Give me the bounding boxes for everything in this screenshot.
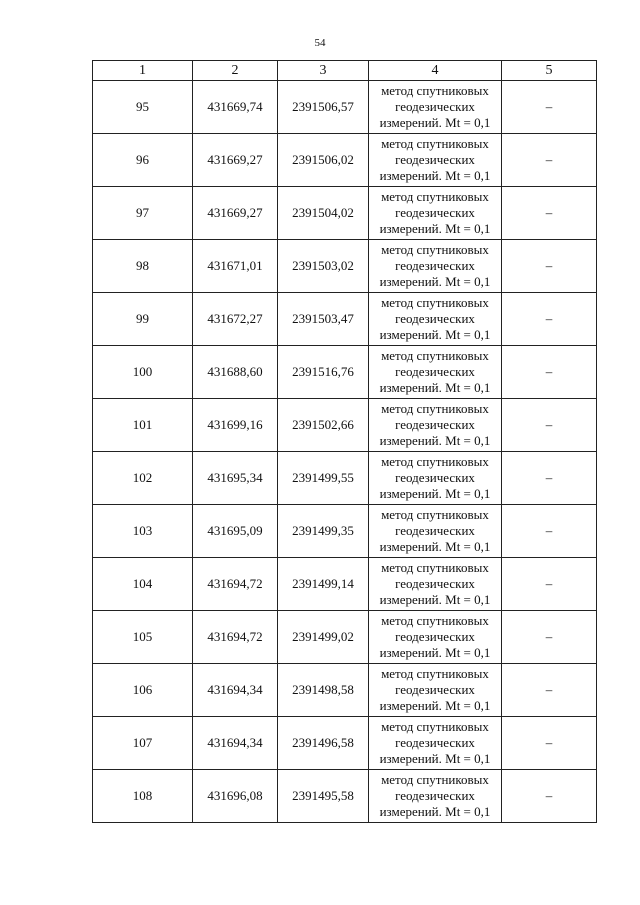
method-cell [369, 346, 502, 399]
method-line: геодезических [395, 364, 475, 379]
y-coordinate-cell: 2391506,02 [278, 134, 369, 187]
method-line: измерений. Mt = 0,1 [379, 433, 491, 448]
method-cell [369, 717, 502, 770]
method-line: метод спутниковых [381, 136, 489, 151]
method-line: геодезических [395, 682, 475, 697]
column-header: 1 [93, 61, 193, 81]
point-number-cell: 96 [93, 134, 193, 187]
y-coordinate-cell: 2391503,47 [278, 293, 369, 346]
point-number-cell: 99 [93, 293, 193, 346]
method-line: измерений. Mt = 0,1 [379, 539, 491, 554]
note-cell: – [502, 717, 597, 770]
method-cell [369, 240, 502, 293]
x-coordinate-cell: 431695,09 [193, 505, 278, 558]
column-header: 3 [278, 61, 369, 81]
method-line: геодезических [395, 99, 475, 114]
page-number: 54 [314, 37, 326, 49]
point-number-cell: 98 [93, 240, 193, 293]
y-coordinate-cell: 2391506,57 [278, 81, 369, 134]
note-cell: – [502, 770, 597, 823]
method-cell [369, 558, 502, 611]
method-line: измерений. Mt = 0,1 [379, 592, 491, 607]
y-coordinate-cell: 2391499,14 [278, 558, 369, 611]
note-cell: – [502, 399, 597, 452]
point-number-cell: 102 [93, 452, 193, 505]
note-cell: – [502, 505, 597, 558]
method-line: геодезических [395, 417, 475, 432]
table-row [93, 134, 597, 187]
point-number-cell: 101 [93, 399, 193, 452]
x-coordinate-cell: 431669,27 [193, 134, 278, 187]
point-number-cell: 95 [93, 81, 193, 134]
point-number-cell: 103 [93, 505, 193, 558]
column-header: 2 [193, 61, 278, 81]
y-coordinate-cell: 2391499,02 [278, 611, 369, 664]
table-row [93, 770, 597, 823]
method-line: геодезических [395, 205, 475, 220]
method-cell [369, 505, 502, 558]
table-row [93, 505, 597, 558]
y-coordinate-cell: 2391498,58 [278, 664, 369, 717]
method-line: метод спутниковых [381, 666, 489, 681]
method-cell [369, 664, 502, 717]
method-line: метод спутниковых [381, 560, 489, 575]
method-cell [369, 81, 502, 134]
point-number-cell: 105 [93, 611, 193, 664]
table-row [93, 240, 597, 293]
method-cell [369, 134, 502, 187]
note-cell: – [502, 293, 597, 346]
x-coordinate-cell: 431694,72 [193, 558, 278, 611]
method-line: метод спутниковых [381, 507, 489, 522]
method-line: метод спутниковых [381, 189, 489, 204]
point-number-cell: 104 [93, 558, 193, 611]
x-coordinate-cell: 431688,60 [193, 346, 278, 399]
column-header: 5 [502, 61, 597, 81]
note-cell: – [502, 664, 597, 717]
note-cell: – [502, 134, 597, 187]
y-coordinate-cell: 2391504,02 [278, 187, 369, 240]
method-line: измерений. Mt = 0,1 [379, 486, 491, 501]
note-cell: – [502, 187, 597, 240]
point-number-cell: 100 [93, 346, 193, 399]
x-coordinate-cell: 431694,72 [193, 611, 278, 664]
method-cell [369, 452, 502, 505]
method-line: геодезических [395, 523, 475, 538]
method-line: измерений. Mt = 0,1 [379, 804, 491, 819]
note-cell: – [502, 346, 597, 399]
point-number-cell: 97 [93, 187, 193, 240]
y-coordinate-cell: 2391495,58 [278, 770, 369, 823]
x-coordinate-cell: 431694,34 [193, 664, 278, 717]
method-line: метод спутниковых [381, 348, 489, 363]
y-coordinate-cell: 2391499,35 [278, 505, 369, 558]
y-coordinate-cell: 2391499,55 [278, 452, 369, 505]
method-line: метод спутниковых [381, 401, 489, 416]
note-cell: – [502, 558, 597, 611]
table-row [93, 717, 597, 770]
method-line: измерений. Mt = 0,1 [379, 274, 491, 289]
table-header-row [93, 61, 597, 81]
table-row [93, 664, 597, 717]
method-line: метод спутниковых [381, 613, 489, 628]
note-cell: – [502, 81, 597, 134]
x-coordinate-cell: 431696,08 [193, 770, 278, 823]
y-coordinate-cell: 2391496,58 [278, 717, 369, 770]
point-number-cell: 107 [93, 717, 193, 770]
method-line: геодезических [395, 311, 475, 326]
x-coordinate-cell: 431671,01 [193, 240, 278, 293]
y-coordinate-cell: 2391503,02 [278, 240, 369, 293]
x-coordinate-cell: 431694,34 [193, 717, 278, 770]
method-line: геодезических [395, 576, 475, 591]
method-line: измерений. Mt = 0,1 [379, 645, 491, 660]
method-line: измерений. Mt = 0,1 [379, 115, 491, 130]
y-coordinate-cell: 2391502,66 [278, 399, 369, 452]
method-line: метод спутниковых [381, 772, 489, 787]
coordinates-table [92, 60, 597, 823]
method-line: геодезических [395, 788, 475, 803]
method-line: измерений. Mt = 0,1 [379, 221, 491, 236]
x-coordinate-cell: 431699,16 [193, 399, 278, 452]
method-line: метод спутниковых [381, 454, 489, 469]
method-line: измерений. Mt = 0,1 [379, 380, 491, 395]
table-row [93, 452, 597, 505]
method-line: метод спутниковых [381, 295, 489, 310]
table-row [93, 611, 597, 664]
method-line: геодезических [395, 470, 475, 485]
note-cell: – [502, 611, 597, 664]
method-line: геодезических [395, 735, 475, 750]
table-row [93, 187, 597, 240]
table-body [93, 81, 597, 823]
x-coordinate-cell: 431695,34 [193, 452, 278, 505]
point-number-cell: 108 [93, 770, 193, 823]
method-cell [369, 770, 502, 823]
method-cell [369, 399, 502, 452]
method-line: измерений. Mt = 0,1 [379, 168, 491, 183]
table-row [93, 346, 597, 399]
x-coordinate-cell: 431669,27 [193, 187, 278, 240]
method-line: измерений. Mt = 0,1 [379, 327, 491, 342]
method-cell [369, 187, 502, 240]
x-coordinate-cell: 431672,27 [193, 293, 278, 346]
method-line: геодезических [395, 629, 475, 644]
table-row [93, 399, 597, 452]
table-row [93, 293, 597, 346]
table-row [93, 81, 597, 134]
method-line: геодезических [395, 258, 475, 273]
method-line: метод спутниковых [381, 242, 489, 257]
table-row [93, 558, 597, 611]
method-line: геодезических [395, 152, 475, 167]
column-header: 4 [369, 61, 502, 81]
note-cell: – [502, 452, 597, 505]
method-line: измерений. Mt = 0,1 [379, 698, 491, 713]
method-line: метод спутниковых [381, 719, 489, 734]
note-cell: – [502, 240, 597, 293]
method-cell [369, 611, 502, 664]
method-line: метод спутниковых [381, 83, 489, 98]
method-line: измерений. Mt = 0,1 [379, 751, 491, 766]
x-coordinate-cell: 431669,74 [193, 81, 278, 134]
point-number-cell: 106 [93, 664, 193, 717]
method-cell [369, 293, 502, 346]
y-coordinate-cell: 2391516,76 [278, 346, 369, 399]
